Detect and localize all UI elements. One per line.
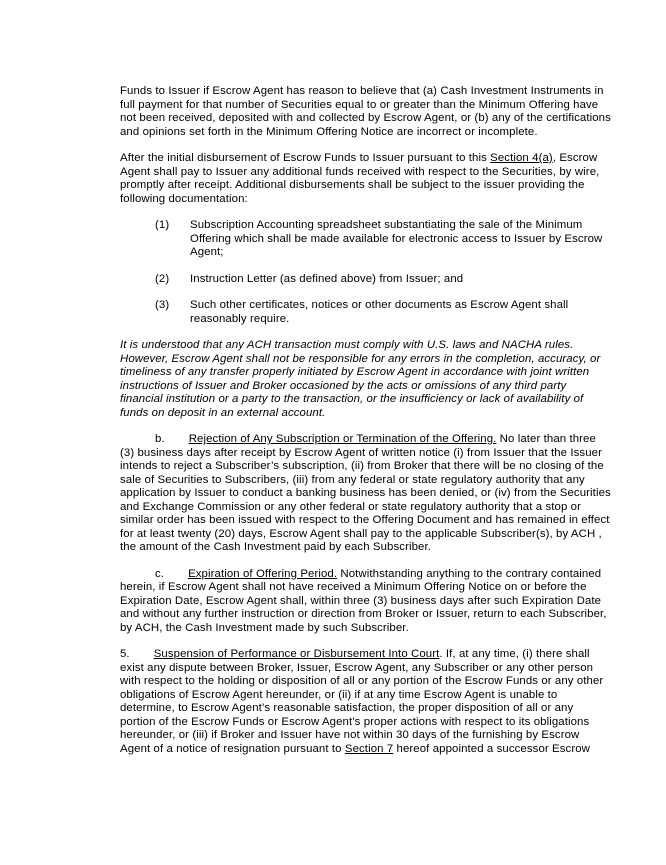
section-4a-reference: Section 4(a) — [490, 152, 553, 164]
list-item-text: Such other certificates, notices or other documents as Escrow Agent shall reasonably require. — [190, 299, 569, 325]
list-item-text: Instruction Letter (as defined above) from Issuer; and — [190, 272, 464, 285]
section-heading: Suspension of Performance or Disbursement Into Court — [153, 648, 440, 660]
clause-heading: Expiration of Offering Period. — [188, 567, 338, 580]
paragraph-initial-disbursement — [120, 152, 612, 206]
paragraph-text: It is understood that any ACH transaction must comply with U.S. laws and NACHA rules. However, Escrow Agent shall not be responsible for any errors in the completion, accuracy, or timeliness of any transfer properly initiated by Escrow Agent in accordance with joint written instructions of Issuer and Broker occasioned by the acts or omissions of any third party financial institution or a party to the transaction, or the insufficiency or lack of availability of funds on deposit in an external account. — [120, 339, 601, 419]
list-item-number: (2) — [155, 272, 170, 285]
clause-label: b. — [155, 433, 165, 445]
list-item-text: Subscription Accounting spreadsheet substantiating the sale of the Minimum Offering which shall be made available for electronic access to Issuer by Escrow Agent; — [190, 219, 603, 258]
paragraph-text: Funds to Issuer if Escrow Agent has reason to believe that (a) Cash Investment Instruments in full payment for that number of Securities equal to or greater than the Minimum Offering have not been received, deposited with and collected by Escrow Agent, or (b) any of the certifications and opinions set forth in the Minimum Offering Notice are incorrect or incomplete. — [120, 85, 611, 138]
paragraph-b-rejection — [120, 433, 612, 555]
document-body — [120, 85, 612, 756]
paragraph-text: Notwithstanding anything to the contrary contained herein, if Escrow Agent shall not have received a Minimum Offering Notice on or before the Expiration Date, Escrow Agent shall, within three (3) business days after such Expiration Date and without any further instruction or direction from Broker or Issuer, return to each Subscriber, by ACH, the Cash Investment made by such Subscriber. — [120, 567, 607, 634]
clause-heading: Rejection of Any Subscription or Termination of the Offering. — [188, 433, 497, 445]
list-item-1 — [155, 219, 612, 260]
list-item-number: (1) — [155, 219, 170, 231]
list-item-3 — [155, 299, 612, 326]
list-item-number: (3) — [155, 299, 170, 311]
paragraph-text: No later than three (3) business days after receipt by Escrow Agent of written notice (i) from Issuer that the Issuer intends to reject a Subscriber’s subscription, (ii) from Broker that there will be no closing of the sale of Securities to Subscribers, (iii) from any federal or state regulatory authority that any application by Issuer to conduct a banking business has been denied, or (iv) from the Securities and Exchange Commission or any other federal or state regulatory authority that a stop or similar order has been issued with respect to the Offering Document and has remained in effect for at least twenty (20) days, Escrow Agent shall pay to the applicable Subscriber(s), by ACH , the amount of the Cash Investment paid by each Subscriber. — [120, 433, 611, 553]
paragraph-ach-disclaimer — [120, 339, 612, 420]
section-7-reference: Section 7 — [344, 742, 394, 755]
paragraph-funds-to-issuer — [120, 85, 612, 139]
paragraph-text: hereof appointed a successor Escrow — [393, 742, 590, 755]
paragraph-text: , Escrow Agent shall pay to Issuer any additional funds received with respect to the Securities, by wire, promptly after receipt. Additional disbursements shall be subject to the issuer providing the following documentation: — [120, 152, 600, 205]
paragraph-text: . If, at any time, (i) there shall exist any dispute between Broker, Issuer, Escrow Agent, any Subscriber or any other person with respect to the holding or disposition of all or any portion of the Escrow Funds or any other obligations of Escrow Agent hereunder, or (ii) if at any time Escrow Agent is unable to determine, to Escrow Agent’s reasonable satisfaction, the proper disposition of all or any portion of the Escrow Funds or Escrow Agent’s proper actions with respect to its obligations hereunder, or (iii) if Broker and Issuer have not within 30 days of the furnishing by Escrow Agent of a notice of resignation pursuant to — [120, 648, 604, 755]
list-item-2 — [155, 272, 612, 287]
paragraph-text: After the initial disbursement of Escrow Funds to Issuer pursuant to this — [120, 152, 491, 164]
clause-label: c. — [155, 567, 165, 580]
section-number: 5. — [120, 648, 130, 660]
paragraph-c-expiration — [120, 568, 612, 636]
paragraph-5-suspension — [120, 648, 612, 756]
